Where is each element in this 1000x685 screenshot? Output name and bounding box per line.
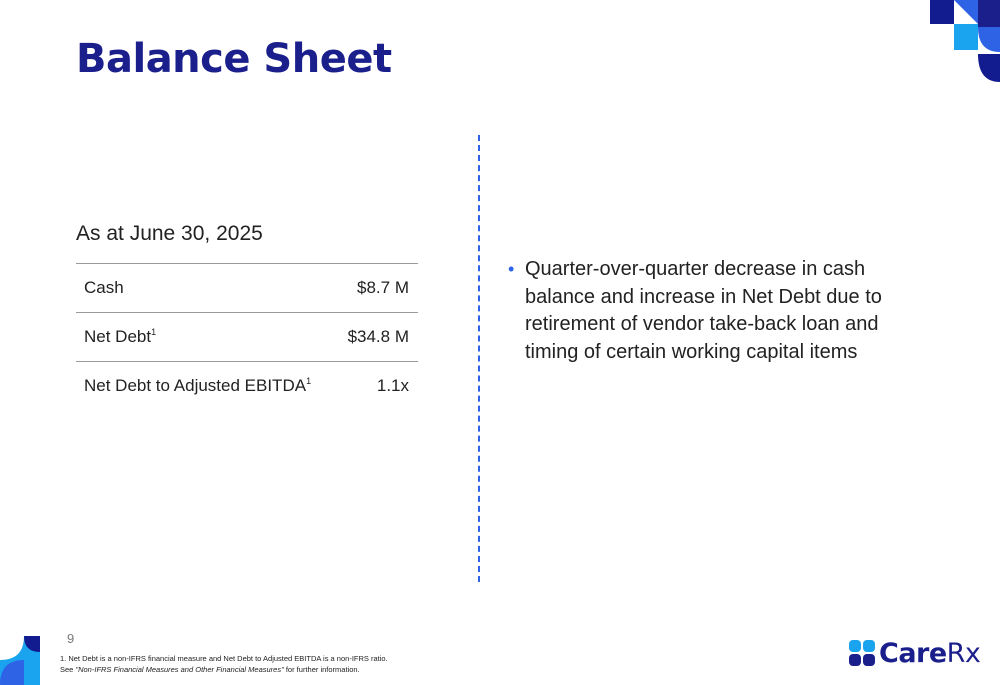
bullet-text: Quarter-over-quarter decrease in cash balance and increase in Net Debt due to retirement of vendor take-back loan and timing of certain working capital items (525, 258, 882, 363)
corner-decoration-shape (0, 636, 40, 685)
footnote-marker: 1 (151, 327, 157, 337)
row-label: Cash (84, 278, 124, 297)
logo-wordmark: CareRx (879, 637, 981, 669)
row-value: $34.8 M (347, 327, 409, 346)
corner-decoration-shape (930, 0, 1000, 82)
slide-title: Balance Sheet (76, 36, 392, 82)
row-value: 1.1x (376, 376, 409, 395)
footnote-line: 1. Net Debt is a non-IFRS financial measure and Net Debt to Adjusted EBITDA is a non-IFRS ratio. (60, 654, 388, 663)
list-item (508, 256, 918, 366)
table-row (76, 263, 418, 312)
row-label: Net Debt to Adjusted EBITDA$^1$ (84, 376, 312, 395)
logo-mark-icon (849, 640, 875, 666)
footnote-marker: 1 (306, 376, 312, 386)
footnote-line: See "Non-IFRS Financial Measures and Other Financial Measures" for further information. (60, 664, 360, 674)
as-at-date: As at June 30, 2025 (76, 222, 263, 245)
table-row (76, 361, 418, 410)
dashed-divider (478, 135, 480, 582)
carerx-logo (849, 636, 980, 670)
balance-sheet-table (76, 263, 418, 410)
row-label: Net Debt$^1$ (84, 327, 157, 346)
bullet-list (508, 256, 918, 366)
bullet-icon: • (508, 259, 515, 279)
row-value: $8.7 M (357, 278, 409, 297)
footnote (60, 654, 388, 675)
table-row (76, 312, 418, 361)
page-number: 9 (67, 631, 75, 646)
